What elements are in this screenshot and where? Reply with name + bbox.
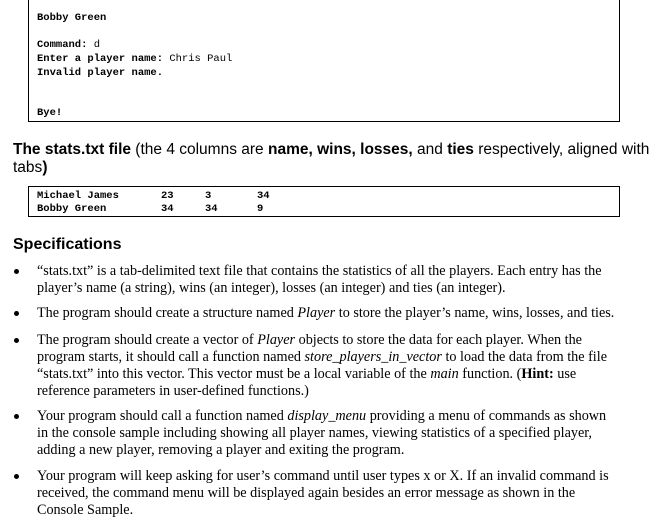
console-command-value: d — [93, 39, 101, 51]
stats-cell-ties: 9 — [257, 203, 264, 215]
stats-row — [37, 203, 607, 217]
stats-heading-title: The stats.txt file — [13, 141, 131, 158]
stats-heading-close: ) — [42, 159, 48, 176]
stats-cell-ties: 34 — [257, 190, 270, 202]
bullet-line — [37, 408, 647, 425]
bullet-text — [37, 408, 647, 459]
specifications-heading: Specifications — [13, 236, 122, 253]
text-bold: Hint: — [521, 366, 554, 382]
bullet-text — [37, 468, 647, 519]
stats-heading-columns: name, wins, losses, — [267, 141, 413, 158]
stats-row — [37, 190, 607, 204]
bullet-line — [37, 349, 647, 366]
console-line-player: Bobby Green — [37, 12, 107, 24]
text-italic: store_players_in_vector — [304, 349, 442, 365]
bullet-line: adding a new player, removing a player and exiting the program. — [37, 442, 405, 458]
text-run: objects to store the data for each player. When the — [295, 332, 582, 348]
text-italic: display_menu — [287, 408, 367, 424]
bullet-line: Console Sample. — [37, 502, 134, 518]
text-run: use — [553, 366, 577, 382]
stats-cell-losses: 34 — [205, 203, 218, 215]
text-run: “stats.txt” into this vector. This vector must be a local variable of the — [37, 366, 431, 382]
console-command-label: Command: — [37, 39, 94, 51]
console-line-command — [37, 39, 100, 53]
stats-cell-name: Bobby Green — [37, 203, 107, 215]
bullet-line: Your program will keep asking for user’s command until user types x or X. If an invalid command is — [37, 468, 609, 484]
console-line-bye: Bye! — [37, 107, 63, 119]
text-run: Your program should call a function named — [37, 408, 288, 424]
bullet-line: received, the command menu will be displayed again besides an error message as shown in the — [37, 485, 576, 501]
bullet-line: “stats.txt” is a tab-delimited text file that contains the statistics of all the players. Each entry has the — [37, 263, 602, 279]
text-run: to store the player’s name, wins, losses, and ties. — [335, 305, 615, 321]
stats-heading-ties: ties — [447, 141, 474, 158]
stats-heading-and: and — [412, 141, 448, 158]
bullet-line — [37, 366, 647, 383]
console-line-enter — [37, 53, 232, 67]
text-italic: Player — [297, 305, 336, 321]
stats-cell-losses: 3 — [205, 190, 212, 202]
stats-file-box — [28, 186, 620, 217]
console-enter-label: Enter a player name: — [37, 53, 170, 65]
text-run: The program should create a vector of — [37, 332, 258, 348]
stats-cell-wins: 34 — [161, 203, 174, 215]
stats-heading-desc: (the 4 columns are — [131, 141, 268, 158]
stats-cell-wins: 23 — [161, 190, 174, 202]
text-run: function. ( — [458, 366, 522, 382]
bullet-line — [37, 332, 647, 349]
console-line-invalid: Invalid player name. — [37, 67, 164, 79]
bullet-text — [37, 263, 647, 297]
text-italic: main — [430, 366, 459, 382]
text-run: program starts, it should call a function named — [37, 349, 305, 365]
stats-heading-tail: respectively, aligned with tabs — [13, 141, 650, 176]
bullet-text — [37, 332, 647, 400]
console-enter-value: Chris Paul — [169, 53, 233, 65]
text-run: The program should create a structure named — [37, 305, 298, 321]
text-run: to load the data from the file — [441, 349, 607, 365]
text-run: providing a menu of commands as shown — [366, 408, 607, 424]
bullet-line: reference parameters in user-defined functions.) — [37, 383, 309, 399]
text-italic: Player — [257, 332, 296, 348]
bullet-line — [37, 305, 647, 322]
bullet-line: player’s name (a string), wins (an integer), losses (an integer) and ties (an integer). — [37, 280, 506, 296]
console-sample-box — [28, 0, 620, 122]
stats-file-heading — [13, 141, 653, 177]
stats-cell-name: Michael James — [37, 190, 119, 202]
bullet-line: in the console sample including showing all player names, viewing statistics of a specified player, — [37, 425, 592, 441]
bullet-text — [37, 305, 647, 322]
